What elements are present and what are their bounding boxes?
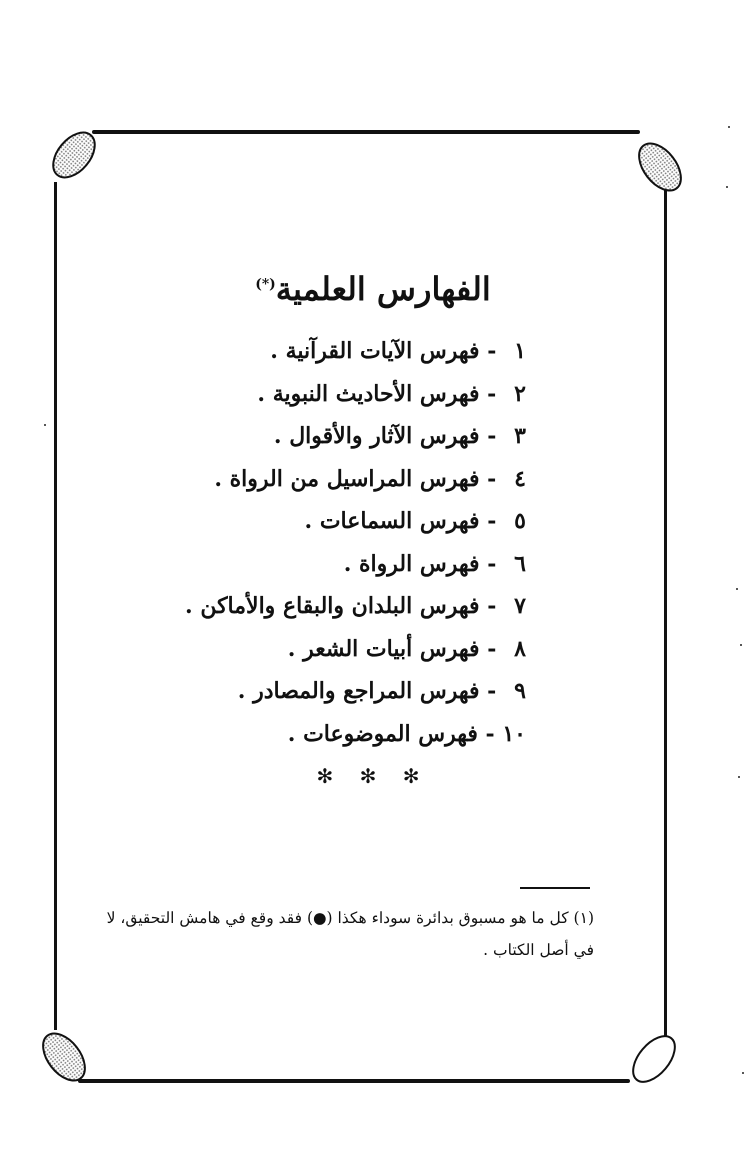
item-text: - فهرس الموضوعات . (287, 720, 495, 747)
item-number: ١ (514, 338, 526, 364)
list-item (186, 373, 526, 416)
frame-left-rule (54, 182, 57, 1030)
list-item (186, 415, 526, 458)
item-text: - فهرس الآيات القرآنية . (270, 338, 497, 364)
list-item (186, 670, 526, 713)
item-text: - فهرس الآثار والأقوال . (273, 423, 497, 449)
item-number: ٨ (514, 635, 526, 662)
item-text: - فهرس السماعات . (304, 508, 497, 534)
list-item (186, 330, 526, 373)
corner-ornament-bottom-left (36, 1022, 92, 1092)
list-item (186, 543, 526, 586)
corner-ornament-top-right (632, 132, 688, 202)
corner-ornament-bottom-right (626, 1024, 682, 1094)
item-number: ٧ (514, 593, 526, 619)
item-number: ٢ (514, 380, 526, 407)
list-item (186, 585, 526, 628)
footnote-line-1: (١) كل ما هو مسبوق بدائرة سوداء هكذا (●) فقد وقع في هامش التحقيق، لا (106, 909, 594, 927)
page-title (0, 270, 746, 308)
footnote-divider (520, 887, 590, 889)
index-list (186, 330, 526, 755)
list-item (186, 713, 526, 756)
item-text: - فهرس الأحاديث النبوية . (257, 380, 497, 407)
item-number: ٦ (514, 550, 526, 577)
item-number: ٤ (514, 465, 526, 492)
item-text: - فهرس الرواة . (343, 550, 497, 577)
title-text: الفهارس العلمية (275, 270, 491, 308)
item-text: - فهرس المراسيل من الرواة . (214, 465, 497, 492)
item-number: ٥ (514, 508, 526, 534)
frame-right-rule (664, 190, 667, 1040)
title-footnote-marker: (*) (255, 276, 276, 293)
item-text: - فهرس أبيات الشعر . (287, 635, 497, 662)
footnote-line-2: في أصل الكتاب . (483, 941, 594, 959)
frame-bottom-rule (78, 1079, 630, 1083)
item-text: - فهرس البلدان والبقاع والأماكن . (185, 593, 497, 619)
footnote (104, 902, 594, 966)
list-item (186, 458, 526, 501)
corner-ornament-top-left (46, 120, 102, 190)
item-text: - فهرس المراجع والمصادر . (237, 678, 497, 704)
section-end-ornament: ✻ ✻ ✻ (316, 764, 430, 788)
frame-top-rule (92, 130, 640, 134)
list-item (186, 628, 526, 671)
item-number: ١٠ (502, 720, 526, 747)
list-item (186, 500, 526, 543)
item-number: ٣ (514, 423, 526, 449)
item-number: ٩ (514, 678, 526, 704)
